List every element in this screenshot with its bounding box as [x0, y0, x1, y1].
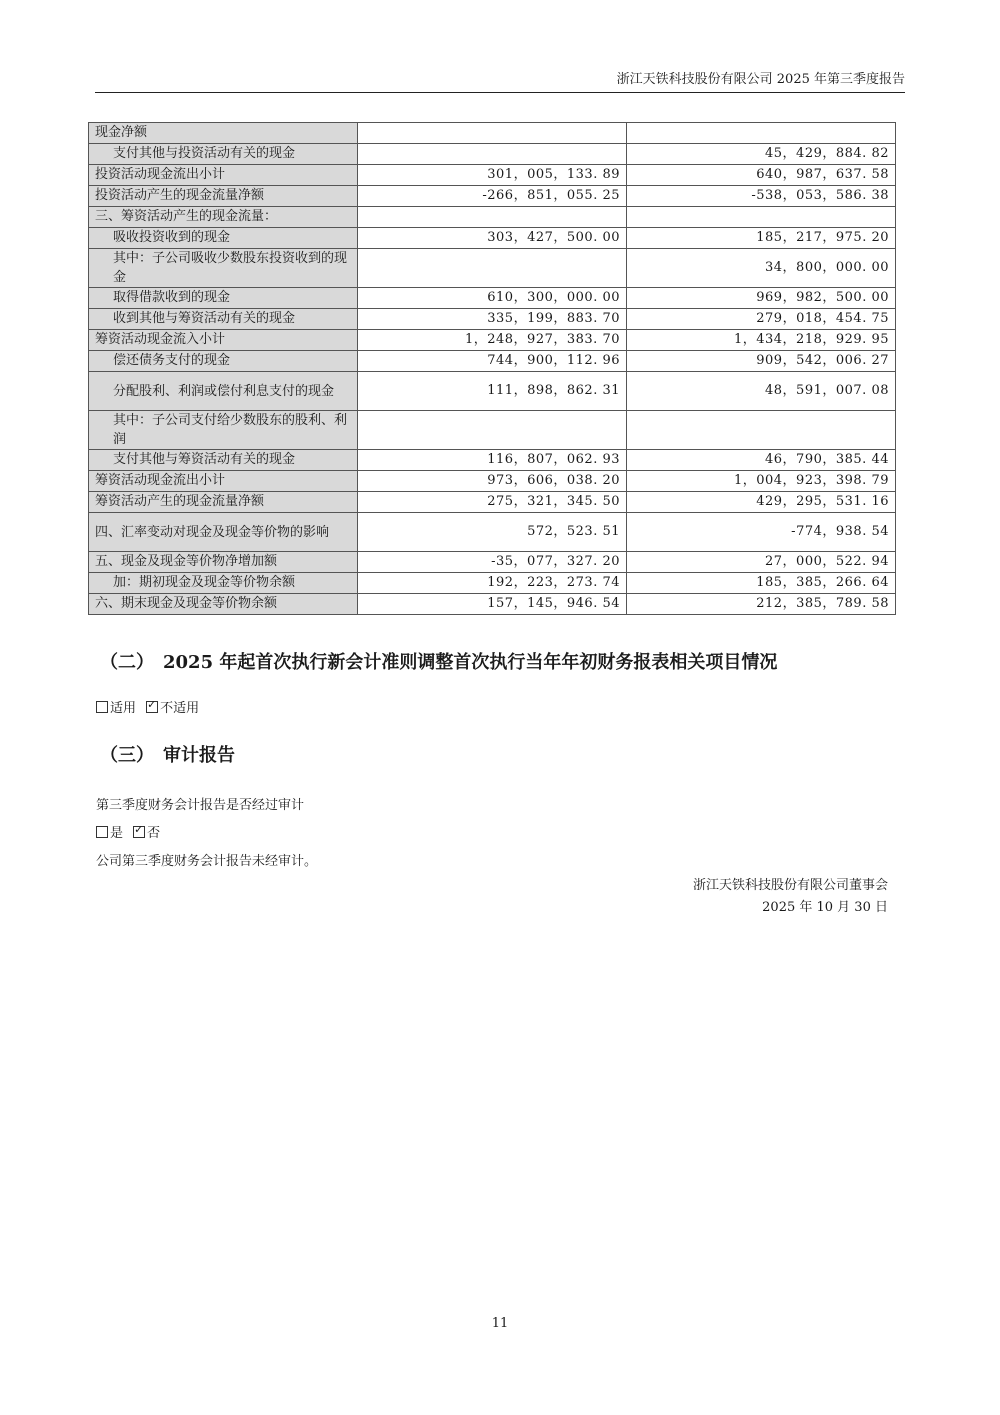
- current-period-value: 275，321，345. 50: [358, 492, 627, 513]
- current-period-value: 335，199，883. 70: [358, 309, 627, 330]
- table-row: [89, 492, 896, 513]
- current-period-value: [358, 249, 627, 288]
- current-period-value: 572，523. 51: [358, 513, 627, 552]
- row-label: 收到其他与筹资活动有关的现金: [89, 309, 358, 330]
- prior-period-value: 640，987，637. 58: [627, 165, 896, 186]
- table-row: [89, 594, 896, 615]
- page-number: 11: [491, 1316, 509, 1331]
- no-label: 否: [147, 826, 161, 841]
- row-label: 取得借款收到的现金: [89, 288, 358, 309]
- current-period-value: [358, 123, 627, 144]
- prior-period-value: 46，790，385. 44: [627, 450, 896, 471]
- prior-period-value: 212，385，789. 58: [627, 594, 896, 615]
- row-label: 偿还债务支付的现金: [89, 351, 358, 372]
- not-applicable-label: 不适用: [160, 701, 200, 716]
- current-period-value: -266，851，055. 25: [358, 186, 627, 207]
- applicable-checkbox[interactable]: [96, 701, 108, 713]
- current-period-value: 111，898，862. 31: [358, 372, 627, 411]
- audit-statement: 公司第三季度财务会计报告未经审计。: [96, 854, 318, 869]
- signature: 浙江天铁科技股份有限公司董事会: [692, 878, 888, 893]
- table-row: [89, 144, 896, 165]
- cash-flow-table: [88, 122, 896, 615]
- row-label: 筹资活动现金流出小计: [89, 471, 358, 492]
- row-label: 投资活动产生的现金流量净额: [89, 186, 358, 207]
- table-row: [89, 309, 896, 330]
- table-row: [89, 513, 896, 552]
- row-label: 加：期初现金及现金等价物余额: [89, 573, 358, 594]
- table-row: [89, 351, 896, 372]
- report-date: 2025 年 10 月 30 日: [762, 900, 888, 915]
- row-label: 现金净额: [89, 123, 358, 144]
- table-row: [89, 288, 896, 309]
- current-period-value: 192，223，273. 74: [358, 573, 627, 594]
- prior-period-value: 48，591，007. 08: [627, 372, 896, 411]
- prior-period-value: 429，295，531. 16: [627, 492, 896, 513]
- row-label: 支付其他与投资活动有关的现金: [89, 144, 358, 165]
- applicability-options: [96, 697, 199, 716]
- prior-period-value: 185，385，266. 64: [627, 573, 896, 594]
- audit-question: 第三季度财务会计报告是否经过审计: [96, 798, 305, 813]
- current-period-value: 303，427，500. 00: [358, 228, 627, 249]
- table-row: [89, 186, 896, 207]
- current-period-value: 116，807，062. 93: [358, 450, 627, 471]
- table-row: [89, 552, 896, 573]
- current-period-value: 610，300，000. 00: [358, 288, 627, 309]
- current-period-value: [358, 144, 627, 165]
- row-label: 筹资活动现金流入小计: [89, 330, 358, 351]
- table-row: [89, 330, 896, 351]
- table-row: [89, 207, 896, 228]
- row-label: 投资活动现金流出小计: [89, 165, 358, 186]
- current-period-value: 973，606，038. 20: [358, 471, 627, 492]
- audit-options: [96, 822, 160, 841]
- prior-period-value: [627, 123, 896, 144]
- table-row: [89, 165, 896, 186]
- row-label: 分配股利、利润或偿付利息支付的现金: [89, 372, 358, 411]
- current-period-value: 1，248，927，383. 70: [358, 330, 627, 351]
- prior-period-value: -538，053，586. 38: [627, 186, 896, 207]
- row-label: 支付其他与筹资活动有关的现金: [89, 450, 358, 471]
- not-applicable-checkbox[interactable]: [146, 701, 158, 713]
- current-period-value: 157，145，946. 54: [358, 594, 627, 615]
- prior-period-value: 185，217，975. 20: [627, 228, 896, 249]
- table-row: [89, 471, 896, 492]
- page-header: [95, 68, 905, 93]
- current-period-value: -35，077，327. 20: [358, 552, 627, 573]
- row-label: 筹资活动产生的现金流量净额: [89, 492, 358, 513]
- prior-period-value: 969，982，500. 00: [627, 288, 896, 309]
- report-title: 浙江天铁科技股份有限公司 2025 年第三季度报告: [616, 72, 905, 87]
- prior-period-value: [627, 207, 896, 228]
- table-row: [89, 573, 896, 594]
- yes-checkbox[interactable]: [96, 826, 108, 838]
- applicable-label: 适用: [110, 701, 137, 716]
- row-label: 三、筹资活动产生的现金流量：: [89, 207, 358, 228]
- current-period-value: [358, 207, 627, 228]
- row-label: 其中：子公司吸收少数股东投资收到的现金: [89, 249, 358, 288]
- table-row: [89, 123, 896, 144]
- section2-title: （二） 2025 年起首次执行新会计准则调整首次执行当年年初财务报表相关项目情况: [100, 652, 778, 673]
- prior-period-value: -774，938. 54: [627, 513, 896, 552]
- prior-period-value: 27，000，522. 94: [627, 552, 896, 573]
- table-row: [89, 450, 896, 471]
- prior-period-value: 34，800，000. 00: [627, 249, 896, 288]
- row-label: 吸收投资收到的现金: [89, 228, 358, 249]
- current-period-value: [358, 411, 627, 450]
- table-row: [89, 372, 896, 411]
- row-label: 其中：子公司支付给少数股东的股利、利润: [89, 411, 358, 450]
- no-checkbox[interactable]: [133, 826, 145, 838]
- row-label: 六、期末现金及现金等价物余额: [89, 594, 358, 615]
- prior-period-value: 1，004，923，398. 79: [627, 471, 896, 492]
- current-period-value: 744，900，112. 96: [358, 351, 627, 372]
- prior-period-value: [627, 411, 896, 450]
- table-row: [89, 249, 896, 288]
- row-label: 五、现金及现金等价物净增加额: [89, 552, 358, 573]
- prior-period-value: 1，434，218，929. 95: [627, 330, 896, 351]
- prior-period-value: 45，429，884. 82: [627, 144, 896, 165]
- section3-title: （三） 审计报告: [100, 745, 235, 766]
- table-row: [89, 411, 896, 450]
- prior-period-value: 909，542，006. 27: [627, 351, 896, 372]
- yes-label: 是: [110, 826, 124, 841]
- table-row: [89, 228, 896, 249]
- prior-period-value: 279，018，454. 75: [627, 309, 896, 330]
- current-period-value: 301，005，133. 89: [358, 165, 627, 186]
- row-label: 四、汇率变动对现金及现金等价物的影响: [89, 513, 358, 552]
